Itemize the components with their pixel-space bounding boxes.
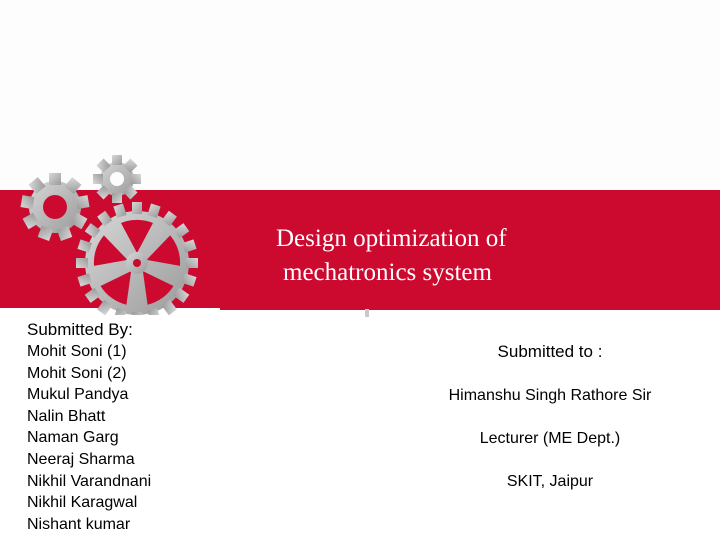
title-line-2: mechatronics system	[283, 259, 492, 286]
title-line-1: Design optimization of	[276, 225, 507, 252]
member-item: Nikhil Karagwal	[27, 494, 138, 512]
member-item: Mukul Pandya	[27, 386, 129, 404]
faculty-name: Himanshu Singh Rathore Sir	[448, 387, 652, 404]
member-item: Nikhil Varandnani	[27, 472, 152, 490]
submitted-by-heading: Submitted By:	[27, 320, 133, 339]
institute-name: SKIT, Jaipur	[506, 473, 594, 490]
submitted-to-block	[420, 340, 680, 493]
gears-icon	[15, 145, 215, 315]
text-cursor-marker	[365, 309, 369, 317]
submitted-by-block	[27, 319, 151, 535]
member-item: Mohit Soni (1)	[27, 343, 127, 360]
member-item: Nishant kumar	[27, 515, 131, 533]
member-item: Mohit Soni (2)	[27, 364, 127, 382]
member-item: Nalin Bhatt	[27, 407, 106, 425]
slide-title	[276, 222, 576, 290]
faculty-designation: Lecturer (ME Dept.)	[479, 430, 621, 447]
member-item: Neeraj Sharma	[27, 450, 135, 468]
submitted-to-heading: Submitted to :	[497, 342, 603, 361]
member-item: Naman Garg	[27, 429, 119, 447]
